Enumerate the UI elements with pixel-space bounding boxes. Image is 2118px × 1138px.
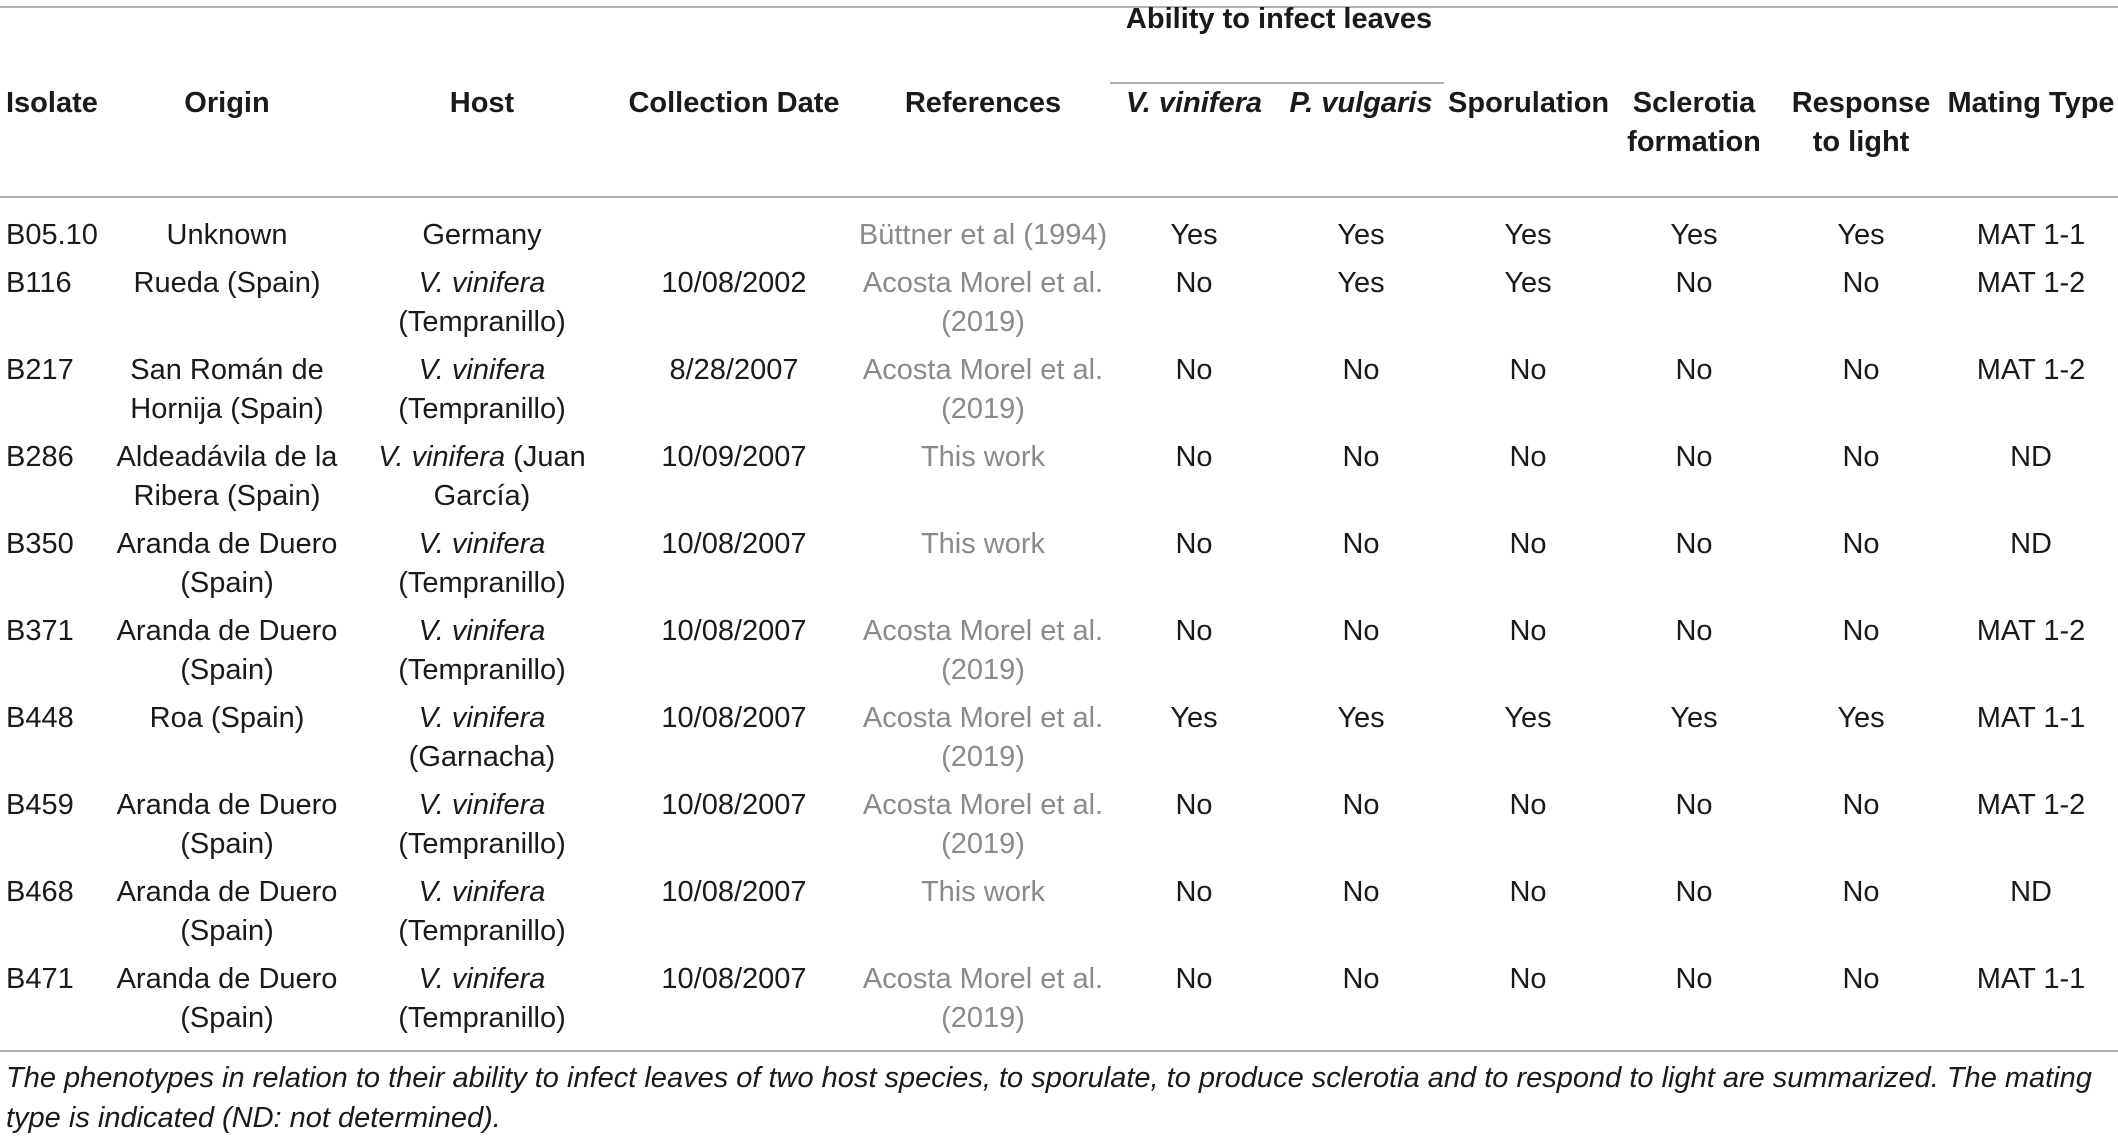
cell-origin: Aranda de Duero (Spain) <box>116 789 338 860</box>
cell-response-light: No <box>1842 963 1880 995</box>
table-row <box>0 351 2118 438</box>
table-row <box>0 960 2118 1047</box>
host-species: V. vinifera <box>418 528 546 560</box>
col-header-sclerotia: Sclerotia formation <box>1627 87 1761 158</box>
cell-reference: Acosta Morel et al. (2019) <box>862 702 1104 773</box>
cell-origin: Aranda de Duero (Spain) <box>116 615 338 686</box>
cell-response-light: No <box>1842 528 1880 560</box>
col-header-host: Host <box>449 87 515 119</box>
cell-collection-date: 10/08/2007 <box>661 876 807 908</box>
cell-response-light: No <box>1842 789 1880 821</box>
cell-reference: Acosta Morel et al. (2019) <box>862 354 1104 425</box>
cell-isolate: B350 <box>6 528 74 560</box>
cell-collection-date: 10/08/2007 <box>661 615 807 647</box>
column-header-row <box>0 84 2118 196</box>
host-species: V. vinifera <box>418 354 546 386</box>
cell-host <box>350 196 614 264</box>
cell-isolate: B459 <box>6 789 74 821</box>
cell-sclerotia: No <box>1675 615 1713 647</box>
cell-sporulation: No <box>1509 789 1547 821</box>
cell-sporulation: Yes <box>1504 702 1552 734</box>
cell-sporulation: No <box>1509 528 1547 560</box>
cell-collection-date <box>614 196 854 264</box>
cell-mating-type: MAT 1-2 <box>1976 354 2086 386</box>
cell-p-vulgaris: No <box>1342 441 1380 473</box>
cell-sporulation: Yes <box>1504 219 1552 251</box>
cell-p-vulgaris: No <box>1342 963 1380 995</box>
cell-response-light: Yes <box>1837 702 1885 734</box>
cell-collection-date: 10/08/2007 <box>661 963 807 995</box>
cell-sporulation: No <box>1509 441 1547 473</box>
cell-host <box>350 873 614 960</box>
cell-sporulation: No <box>1509 354 1547 386</box>
cell-isolate: B286 <box>6 441 74 473</box>
table-row <box>0 873 2118 960</box>
host-variety: (Tempranillo) <box>398 393 566 425</box>
cell-p-vulgaris: No <box>1342 615 1380 647</box>
cell-sclerotia: Yes <box>1670 219 1718 251</box>
cell-sclerotia: No <box>1675 354 1713 386</box>
cell-response-light: No <box>1842 354 1880 386</box>
cell-sclerotia: No <box>1675 441 1713 473</box>
cell-sporulation: Yes <box>1504 267 1552 299</box>
table-row <box>0 438 2118 525</box>
cell-isolate: B471 <box>6 963 74 995</box>
cell-sporulation: No <box>1509 963 1547 995</box>
cell-v-vinifera: No <box>1175 528 1213 560</box>
cell-p-vulgaris: No <box>1342 528 1380 560</box>
cell-sclerotia: No <box>1675 963 1713 995</box>
cell-host <box>350 264 614 351</box>
cell-v-vinifera: No <box>1175 267 1213 299</box>
cell-v-vinifera: Yes <box>1170 219 1218 251</box>
cell-host <box>350 960 614 1047</box>
cell-sclerotia: No <box>1675 876 1713 908</box>
cell-mating-type: ND <box>2010 528 2052 560</box>
table-caption: The phenotypes in relation to their ability to infect leaves of two host species, to sporulate, to produce sclerotia and to respond to light are summarized. The mating type is indicated (ND: not determined). <box>6 1062 2092 1134</box>
col-header-response-light: Response to light <box>1791 87 1931 158</box>
cell-v-vinifera: Yes <box>1170 702 1218 734</box>
bottom-rule <box>0 1050 2118 1052</box>
col-header-isolate: Isolate <box>6 87 98 119</box>
table-row <box>0 786 2118 873</box>
cell-reference: This work <box>920 528 1046 560</box>
cell-sclerotia: Yes <box>1670 702 1718 734</box>
cell-v-vinifera: No <box>1175 354 1213 386</box>
cell-origin: Aranda de Duero (Spain) <box>116 528 338 599</box>
cell-origin: Rueda (Spain) <box>133 267 321 299</box>
cell-v-vinifera: No <box>1175 963 1213 995</box>
cell-response-light: No <box>1842 615 1880 647</box>
col-header-references: References <box>904 87 1062 119</box>
cell-p-vulgaris: Yes <box>1337 267 1385 299</box>
cell-collection-date: 10/08/2002 <box>661 267 807 299</box>
cell-p-vulgaris: No <box>1342 876 1380 908</box>
cell-host <box>350 699 614 786</box>
col-header-v-vinifera: V. vinifera <box>1126 87 1262 119</box>
host-species: V. vinifera <box>418 615 546 647</box>
cell-mating-type: MAT 1-1 <box>1976 963 2086 995</box>
cell-isolate: B116 <box>6 267 72 299</box>
host-variety: Germany <box>422 219 542 251</box>
cell-response-light: No <box>1842 267 1880 299</box>
group-header-ability: Ability to infect leaves <box>1125 3 1433 35</box>
cell-host <box>350 438 614 525</box>
host-species: V. vinifera <box>418 789 546 821</box>
cell-origin: Roa (Spain) <box>149 702 305 734</box>
cell-mating-type: MAT 1-2 <box>1976 789 2086 821</box>
table-row <box>0 525 2118 612</box>
cell-mating-type: MAT 1-1 <box>1976 702 2086 734</box>
cell-host <box>350 525 614 612</box>
cell-reference: Acosta Morel et al. (2019) <box>862 963 1104 1034</box>
cell-mating-type: ND <box>2010 876 2052 908</box>
cell-response-light: No <box>1842 876 1880 908</box>
group-header-row <box>0 0 2118 84</box>
cell-origin: Aranda de Duero (Spain) <box>116 963 338 1034</box>
col-header-sporulation: Sporulation <box>1448 87 1610 119</box>
cell-mating-type: MAT 1-1 <box>1976 219 2086 251</box>
cell-p-vulgaris: Yes <box>1337 702 1385 734</box>
cell-response-light: Yes <box>1837 219 1885 251</box>
col-header-collection-date: Collection Date <box>628 87 840 119</box>
cell-v-vinifera: No <box>1175 441 1213 473</box>
col-header-p-vulgaris: P. vulgaris <box>1289 87 1433 119</box>
cell-sclerotia: No <box>1675 267 1713 299</box>
cell-mating-type: ND <box>2010 441 2052 473</box>
cell-reference: Büttner et al (1994) <box>858 219 1108 251</box>
cell-mating-type: MAT 1-2 <box>1976 615 2086 647</box>
host-species: V. vinifera <box>418 267 546 299</box>
cell-isolate: B468 <box>6 876 74 908</box>
host-variety: (Tempranillo) <box>398 1002 566 1034</box>
host-variety: (Tempranillo) <box>398 306 566 338</box>
cell-isolate: B448 <box>6 702 74 734</box>
cell-isolate: B371 <box>6 615 74 647</box>
cell-isolate: B217 <box>6 354 74 386</box>
host-species: V. vinifera <box>378 441 506 473</box>
cell-mating-type: MAT 1-2 <box>1976 267 2086 299</box>
host-variety: (Tempranillo) <box>398 828 566 860</box>
cell-origin: Aldeadávila de la Ribera (Spain) <box>116 441 338 512</box>
host-variety: (Tempranillo) <box>398 915 566 947</box>
cell-collection-date: 10/08/2007 <box>661 789 807 821</box>
cell-reference: This work <box>920 441 1046 473</box>
col-header-origin: Origin <box>184 87 270 119</box>
host-variety: (Tempranillo) <box>398 567 566 599</box>
host-variety: (Garnacha) <box>408 741 556 773</box>
cell-host <box>350 351 614 438</box>
host-species: V. vinifera <box>418 702 546 734</box>
cell-sporulation: No <box>1509 615 1547 647</box>
col-header-mating-type: Mating Type <box>1947 87 2115 119</box>
cell-collection-date: 10/08/2007 <box>661 528 807 560</box>
cell-isolate: B05.10 <box>6 219 98 251</box>
cell-host <box>350 786 614 873</box>
cell-sporulation: No <box>1509 876 1547 908</box>
host-variety: (Tempranillo) <box>398 654 566 686</box>
cell-collection-date: 10/09/2007 <box>661 441 807 473</box>
cell-p-vulgaris: No <box>1342 354 1380 386</box>
cell-collection-date: 10/08/2007 <box>661 702 807 734</box>
table-row <box>0 264 2118 351</box>
table-row <box>0 612 2118 699</box>
cell-response-light: No <box>1842 441 1880 473</box>
table-row <box>0 196 2118 264</box>
cell-collection-date: 8/28/2007 <box>669 354 799 386</box>
cell-reference: Acosta Morel et al. (2019) <box>862 789 1104 860</box>
cell-reference: Acosta Morel et al. (2019) <box>862 615 1104 686</box>
cell-origin: San Román de Hornija (Spain) <box>130 354 324 425</box>
cell-p-vulgaris: No <box>1342 789 1380 821</box>
cell-reference: This work <box>920 876 1046 908</box>
cell-sclerotia: No <box>1675 789 1713 821</box>
cell-origin: Aranda de Duero (Spain) <box>116 876 338 947</box>
table-row <box>0 699 2118 786</box>
cell-sclerotia: No <box>1675 528 1713 560</box>
cell-reference: Acosta Morel et al. (2019) <box>862 267 1104 338</box>
host-species: V. vinifera <box>418 963 546 995</box>
host-variety: (Juan García) <box>433 441 586 512</box>
cell-origin: Unknown <box>166 219 288 251</box>
cell-host <box>350 612 614 699</box>
cell-v-vinifera: No <box>1175 615 1213 647</box>
cell-v-vinifera: No <box>1175 876 1213 908</box>
cell-p-vulgaris: Yes <box>1337 219 1385 251</box>
host-species: V. vinifera <box>418 876 546 908</box>
cell-v-vinifera: No <box>1175 789 1213 821</box>
